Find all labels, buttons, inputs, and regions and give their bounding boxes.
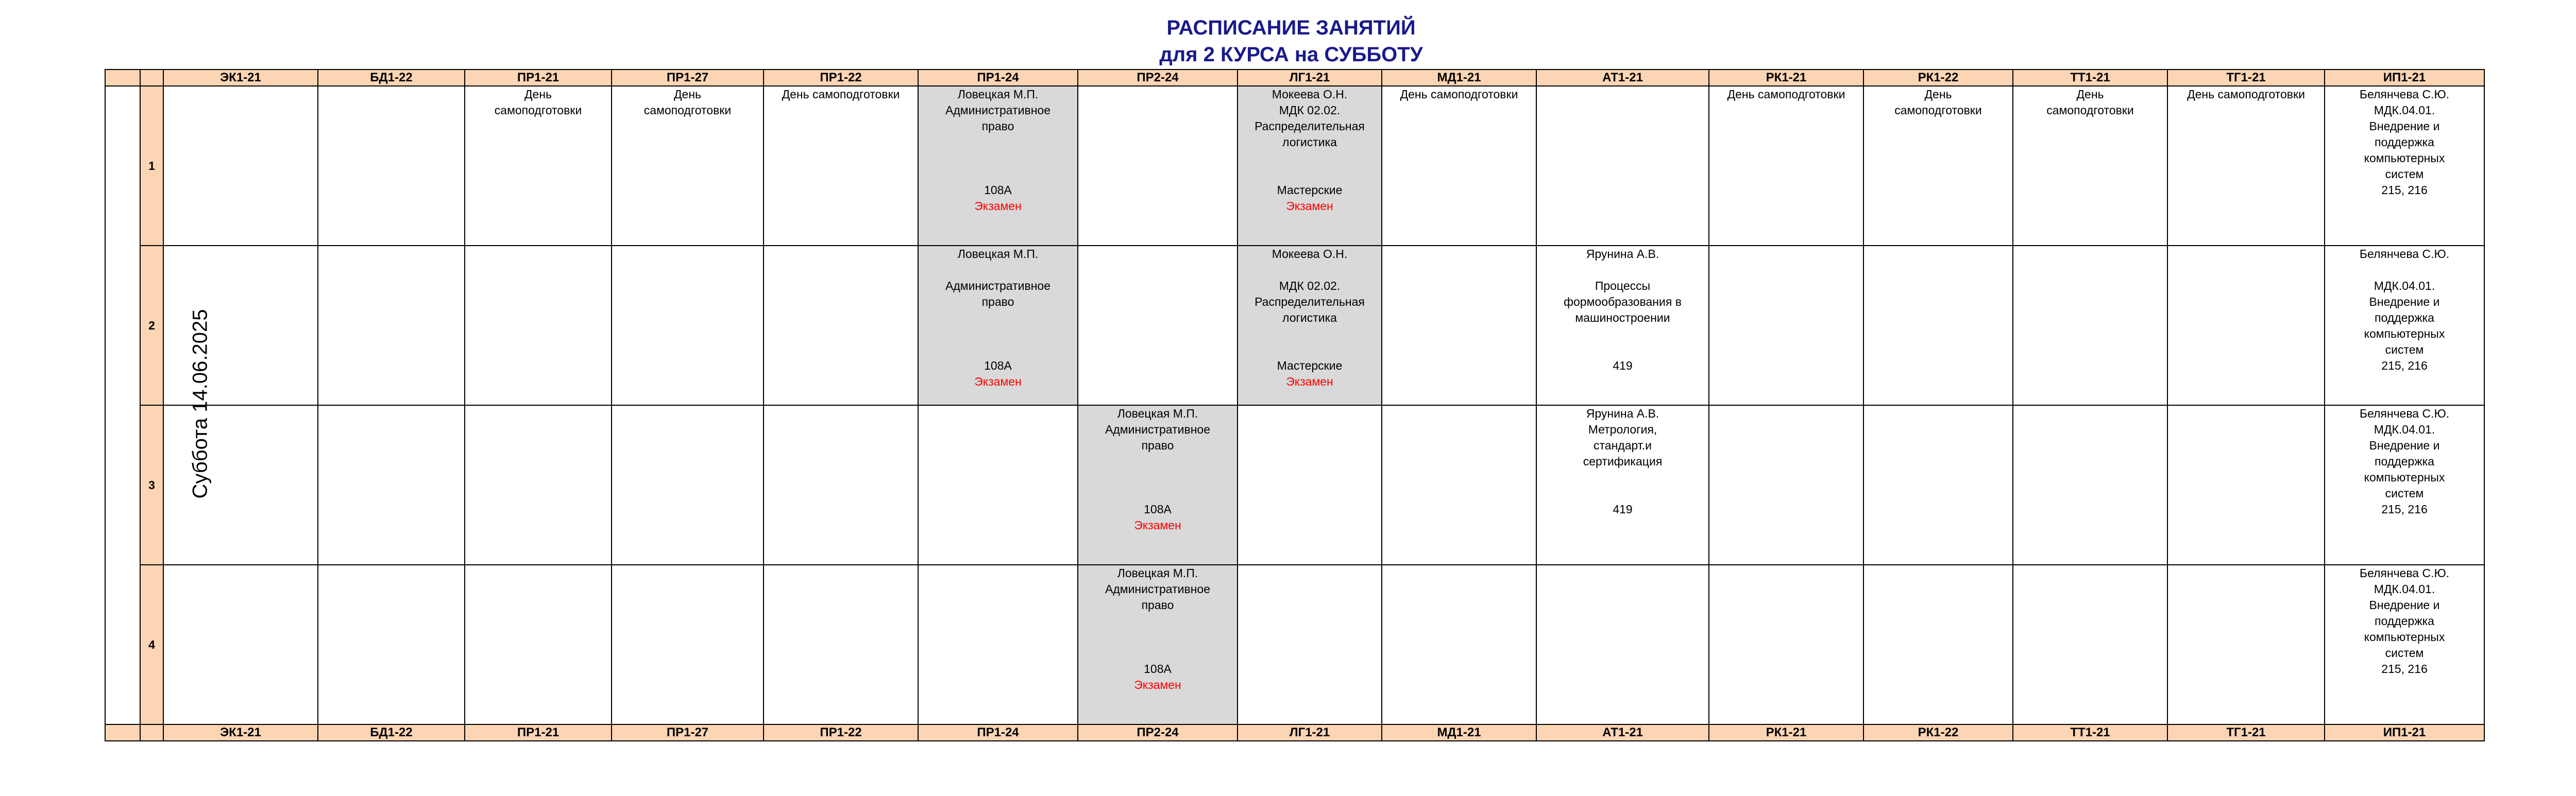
schedule-cell [1536,565,1709,724]
cell-line: систем [2385,646,2424,660]
schedule-cell [1238,405,1382,565]
group-label: ПР1-27 [666,71,709,84]
schedule-cell [1709,565,1863,724]
cell-line [1537,486,1708,501]
cell-line: поддержка [2375,614,2434,628]
schedule-cell [1382,565,1536,724]
cell-line: 215, 216 [2381,359,2428,372]
schedule-cell [2325,86,2484,246]
group-label: АТ1-21 [1602,725,1643,739]
cell-line: 108А [984,183,1012,197]
group-header-cell [1078,724,1238,741]
cell-line: День самоподготовки [2187,88,2305,101]
schedule-cell [1382,86,1536,246]
day-cell [105,86,212,724]
cell-line: самоподготовки [1894,103,1982,117]
group-label: ИП1-21 [2383,71,2426,84]
group-header-cell [2013,724,2167,741]
group-header-cell [163,70,318,86]
lesson-row [105,246,2484,405]
lesson-number: 2 [148,318,155,332]
schedule-subtitle: для 2 КУРСА на СУББОТУ [1159,43,1423,66]
group-header-row-top [105,70,2484,86]
schedule-cell [2167,565,2325,724]
cell-line: сертификация [1583,455,1663,468]
cell-line: Внедрение и [2369,598,2440,612]
cell-line: Внедрение и [2369,295,2440,308]
cell-line: логистика [1282,311,1337,324]
cell-line: компьютерных [2364,327,2445,340]
cell-line: Мастерские [1277,359,1343,372]
schedule-cell [918,405,1078,565]
cell-line: Ловецкая М.П. [1117,566,1198,580]
group-header-cell [612,70,764,86]
group-header-cell [2325,70,2484,86]
cell-line [1078,454,1237,470]
exam-note: Экзамен [1286,375,1333,388]
lesson-number: 4 [148,637,155,651]
group-label: ПР1-22 [820,725,862,739]
lesson-number-cell [140,246,163,405]
lesson-row [105,405,2484,565]
cell-line: Белянчева С.Ю. [2359,247,2450,261]
lesson-row [105,565,2484,724]
group-header-cell [1536,70,1709,86]
group-label: МД1-21 [1437,725,1481,739]
group-header-cell [318,70,465,86]
header-blank-cell [105,70,140,86]
group-label: ПР2-24 [1137,725,1179,739]
schedule-title: РАСПИСАНИЕ ЗАНЯТИЙ [1166,16,1416,39]
cell-line: Процессы [1595,279,1651,292]
cell-line: стандарт.и [1594,439,1652,452]
schedule-cell [1536,86,1709,246]
schedule-cell [1238,565,1382,724]
exam-cell [1078,565,1238,724]
cell-line: 108А [984,359,1012,372]
cell-line: право [1141,439,1174,452]
cell-line [1537,470,1708,486]
cell-line [1238,150,1381,166]
cell-line: право [1141,598,1174,612]
group-header-cell [1863,70,2013,86]
cell-line: МДК.04.01. [2374,103,2435,117]
group-header-cell [2167,724,2325,741]
cell-line: МДК 02.02. [1279,279,1341,292]
schedule-cell [1863,86,2013,246]
cell-line: Административное [1105,582,1210,596]
group-label: ПР1-21 [517,71,560,84]
group-header-cell [465,724,612,741]
cell-line: 419 [1613,503,1633,516]
cell-line [2325,262,2484,278]
schedule-cell [1863,565,2013,724]
cell-line: 108А [1144,662,1172,676]
cell-line: 419 [1613,359,1633,372]
cell-line: МДК.04.01. [2374,423,2435,436]
day-label: Суббота 14.06.2025 [189,309,212,499]
cell-line: самоподготовки [494,103,582,117]
exam-note: Экзамен [1134,678,1181,691]
schedule-cell [163,405,318,565]
group-label: ПР1-24 [977,725,1019,739]
cell-line [919,342,1077,358]
schedule-cell [918,565,1078,724]
cell-line: День самоподготовки [782,88,900,101]
cell-line [1238,326,1381,342]
cell-line: систем [2385,487,2424,500]
lesson-number: 3 [148,478,155,492]
schedule-cell [1863,405,2013,565]
group-header-cell [918,70,1078,86]
cell-line: Белянчева С.Ю. [2359,566,2450,580]
group-label: ТГ1-21 [2226,725,2266,739]
cell-line: Белянчева С.Ю. [2359,407,2450,420]
group-header-cell [1238,724,1382,741]
schedule-cell [2167,405,2325,565]
group-header-cell [764,70,918,86]
cell-line [1078,486,1237,501]
cell-line: 108А [1144,503,1172,516]
cell-line: Белянчева С.Ю. [2359,88,2450,101]
schedule-cell [612,565,764,724]
group-header-cell [1078,70,1238,86]
schedule-cell [764,86,918,246]
group-label: ПР2-24 [1137,71,1179,84]
group-header-cell [318,724,465,741]
schedule-cell [1536,246,1709,405]
header-blank-cell [140,70,163,86]
cell-line: День [524,88,552,101]
header-blank-cell [105,724,140,741]
group-label: ТГ1-21 [2226,71,2266,84]
cell-line: логистика [1282,135,1337,149]
schedule-cell [2013,86,2167,246]
exam-cell [1238,86,1382,246]
schedule-cell [163,246,318,405]
cell-line: формообразования в [1564,295,1682,308]
cell-line: 215, 216 [2381,662,2428,676]
group-label: ПР1-21 [517,725,560,739]
schedule-cell [1078,86,1238,246]
schedule-cell [465,86,612,246]
cell-line: Распределительная [1255,119,1365,133]
cell-line: Мокеева О.Н. [1272,247,1348,261]
cell-line: компьютерных [2364,630,2445,644]
schedule-cell [1382,405,1536,565]
cell-line: машиностроении [1575,311,1670,324]
group-label: ПР1-27 [666,725,709,739]
schedule-cell [1078,246,1238,405]
cell-line [1238,166,1381,182]
group-header-cell [764,724,918,741]
cell-line: День самоподготовки [1727,88,1845,101]
schedule-cell [1709,86,1863,246]
schedule-cell [465,246,612,405]
group-header-cell [1863,724,2013,741]
cell-line [919,150,1077,166]
cell-line: МДК 02.02. [1279,103,1341,117]
schedule-cell [764,405,918,565]
cell-line: систем [2385,167,2424,181]
cell-line: Административное [945,279,1050,292]
cell-line [1078,645,1237,661]
group-label: РК1-21 [1766,725,1807,739]
group-header-cell [2013,70,2167,86]
exam-note: Экзамен [1134,518,1181,532]
exam-cell [1078,405,1238,565]
cell-line: 215, 216 [2381,183,2428,197]
cell-line: компьютерных [2364,471,2445,484]
cell-line: Ярунина А.В. [1586,407,1659,420]
schedule-cell [612,246,764,405]
cell-line [1537,326,1708,342]
cell-line [1238,342,1381,358]
schedule-cell [318,246,465,405]
group-label: ЛГ1-21 [1289,71,1330,84]
cell-line: самоподготовки [643,103,732,117]
group-label: ПР1-24 [977,71,1019,84]
cell-line: Административное [945,103,1050,117]
group-label: ИП1-21 [2383,725,2426,739]
cell-line [1238,262,1381,278]
cell-line: Административное [1105,423,1210,436]
schedule-cell [2325,405,2484,565]
schedule-cell [1709,405,1863,565]
cell-line: поддержка [2375,135,2434,149]
schedule-cell [163,86,318,246]
lesson-row [105,86,2484,246]
cell-line: компьютерных [2364,151,2445,165]
group-header-cell [2325,724,2484,741]
cell-line: Ловецкая М.П. [957,88,1039,101]
schedule-cell [318,405,465,565]
group-header-cell [612,724,764,741]
exam-cell [918,86,1078,246]
schedule-cell [465,565,612,724]
group-label: РК1-22 [1918,725,1959,739]
header-blank-cell [140,724,163,741]
group-label: ЛГ1-21 [1289,725,1330,739]
cell-line: право [981,119,1014,133]
schedule-cell [2013,565,2167,724]
group-header-cell [1382,724,1536,741]
group-label: МД1-21 [1437,71,1481,84]
exam-note: Экзамен [974,199,1022,213]
schedule-cell [2013,405,2167,565]
lesson-number-cell [140,86,163,246]
schedule-cell [2013,246,2167,405]
cell-line: Распределительная [1255,295,1365,308]
group-header-cell [1536,724,1709,741]
group-label: РК1-21 [1766,71,1807,84]
cell-line [1078,613,1237,629]
schedule-cell [764,565,918,724]
group-header-cell [163,724,318,741]
cell-line [919,326,1077,342]
cell-line: Ловецкая М.П. [957,247,1039,261]
group-label: ПР1-22 [820,71,862,84]
cell-line: 215, 216 [2381,503,2428,516]
group-header-row-bottom [105,724,2484,741]
schedule-cell [2325,565,2484,724]
cell-line: Ярунина А.В. [1586,247,1659,261]
cell-line: День [673,88,702,101]
schedule-table [105,69,2485,741]
cell-line [1537,342,1708,358]
group-header-cell [1709,724,1863,741]
group-label: БД1-22 [370,725,413,739]
group-label: РК1-22 [1918,71,1959,84]
group-label: ТТ1-21 [2070,725,2110,739]
schedule-cell [1536,405,1709,565]
cell-line [1078,629,1237,645]
exam-note: Экзамен [1286,199,1333,213]
schedule-cell [764,246,918,405]
cell-line: самоподготовки [2046,103,2134,117]
exam-cell [918,246,1078,405]
group-label: ЭК1-21 [220,725,261,739]
cell-line: Метрология, [1588,423,1657,436]
cell-line: поддержка [2375,455,2434,468]
cell-line: Мокеева О.Н. [1272,88,1348,101]
group-label: ТТ1-21 [2070,71,2110,84]
schedule-cell [318,565,465,724]
schedule-cell [2167,86,2325,246]
cell-line [919,310,1077,326]
schedule-cell [163,565,318,724]
lesson-number-cell [140,565,163,724]
group-label: БД1-22 [370,71,413,84]
group-header-cell [2167,70,2325,86]
cell-line: МДК.04.01. [2374,279,2435,292]
schedule-cell [318,86,465,246]
cell-line: День [1924,88,1952,101]
group-header-cell [1238,70,1382,86]
schedule-cell [465,405,612,565]
group-header-cell [918,724,1078,741]
lesson-number-cell [140,405,163,565]
schedule-cell [2325,246,2484,405]
cell-line [919,134,1077,150]
schedule-cell [1382,246,1536,405]
cell-line: День [2076,88,2104,101]
group-header-cell [465,70,612,86]
cell-line: Мастерские [1277,183,1343,197]
cell-line: систем [2385,343,2424,356]
cell-line: Внедрение и [2369,119,2440,133]
schedule-cell [1863,246,2013,405]
schedule-cell [1709,246,1863,405]
exam-note: Экзамен [974,375,1022,388]
lesson-number: 1 [148,159,155,172]
group-header-cell [1382,70,1536,86]
cell-line: День самоподготовки [1400,88,1518,101]
group-header-cell [1709,70,1863,86]
group-label: ЭК1-21 [220,71,261,84]
schedule-cell [2167,246,2325,405]
cell-line: Ловецкая М.П. [1117,407,1198,420]
schedule-cell [612,405,764,565]
group-label: АТ1-21 [1602,71,1643,84]
cell-line [919,262,1077,278]
cell-line [1537,262,1708,278]
cell-line [919,166,1077,182]
cell-line: МДК.04.01. [2374,582,2435,596]
cell-line [1078,470,1237,486]
cell-line: право [981,295,1014,308]
schedule-cell [612,86,764,246]
exam-cell [1238,246,1382,405]
cell-line: поддержка [2375,311,2434,324]
cell-line: Внедрение и [2369,439,2440,452]
